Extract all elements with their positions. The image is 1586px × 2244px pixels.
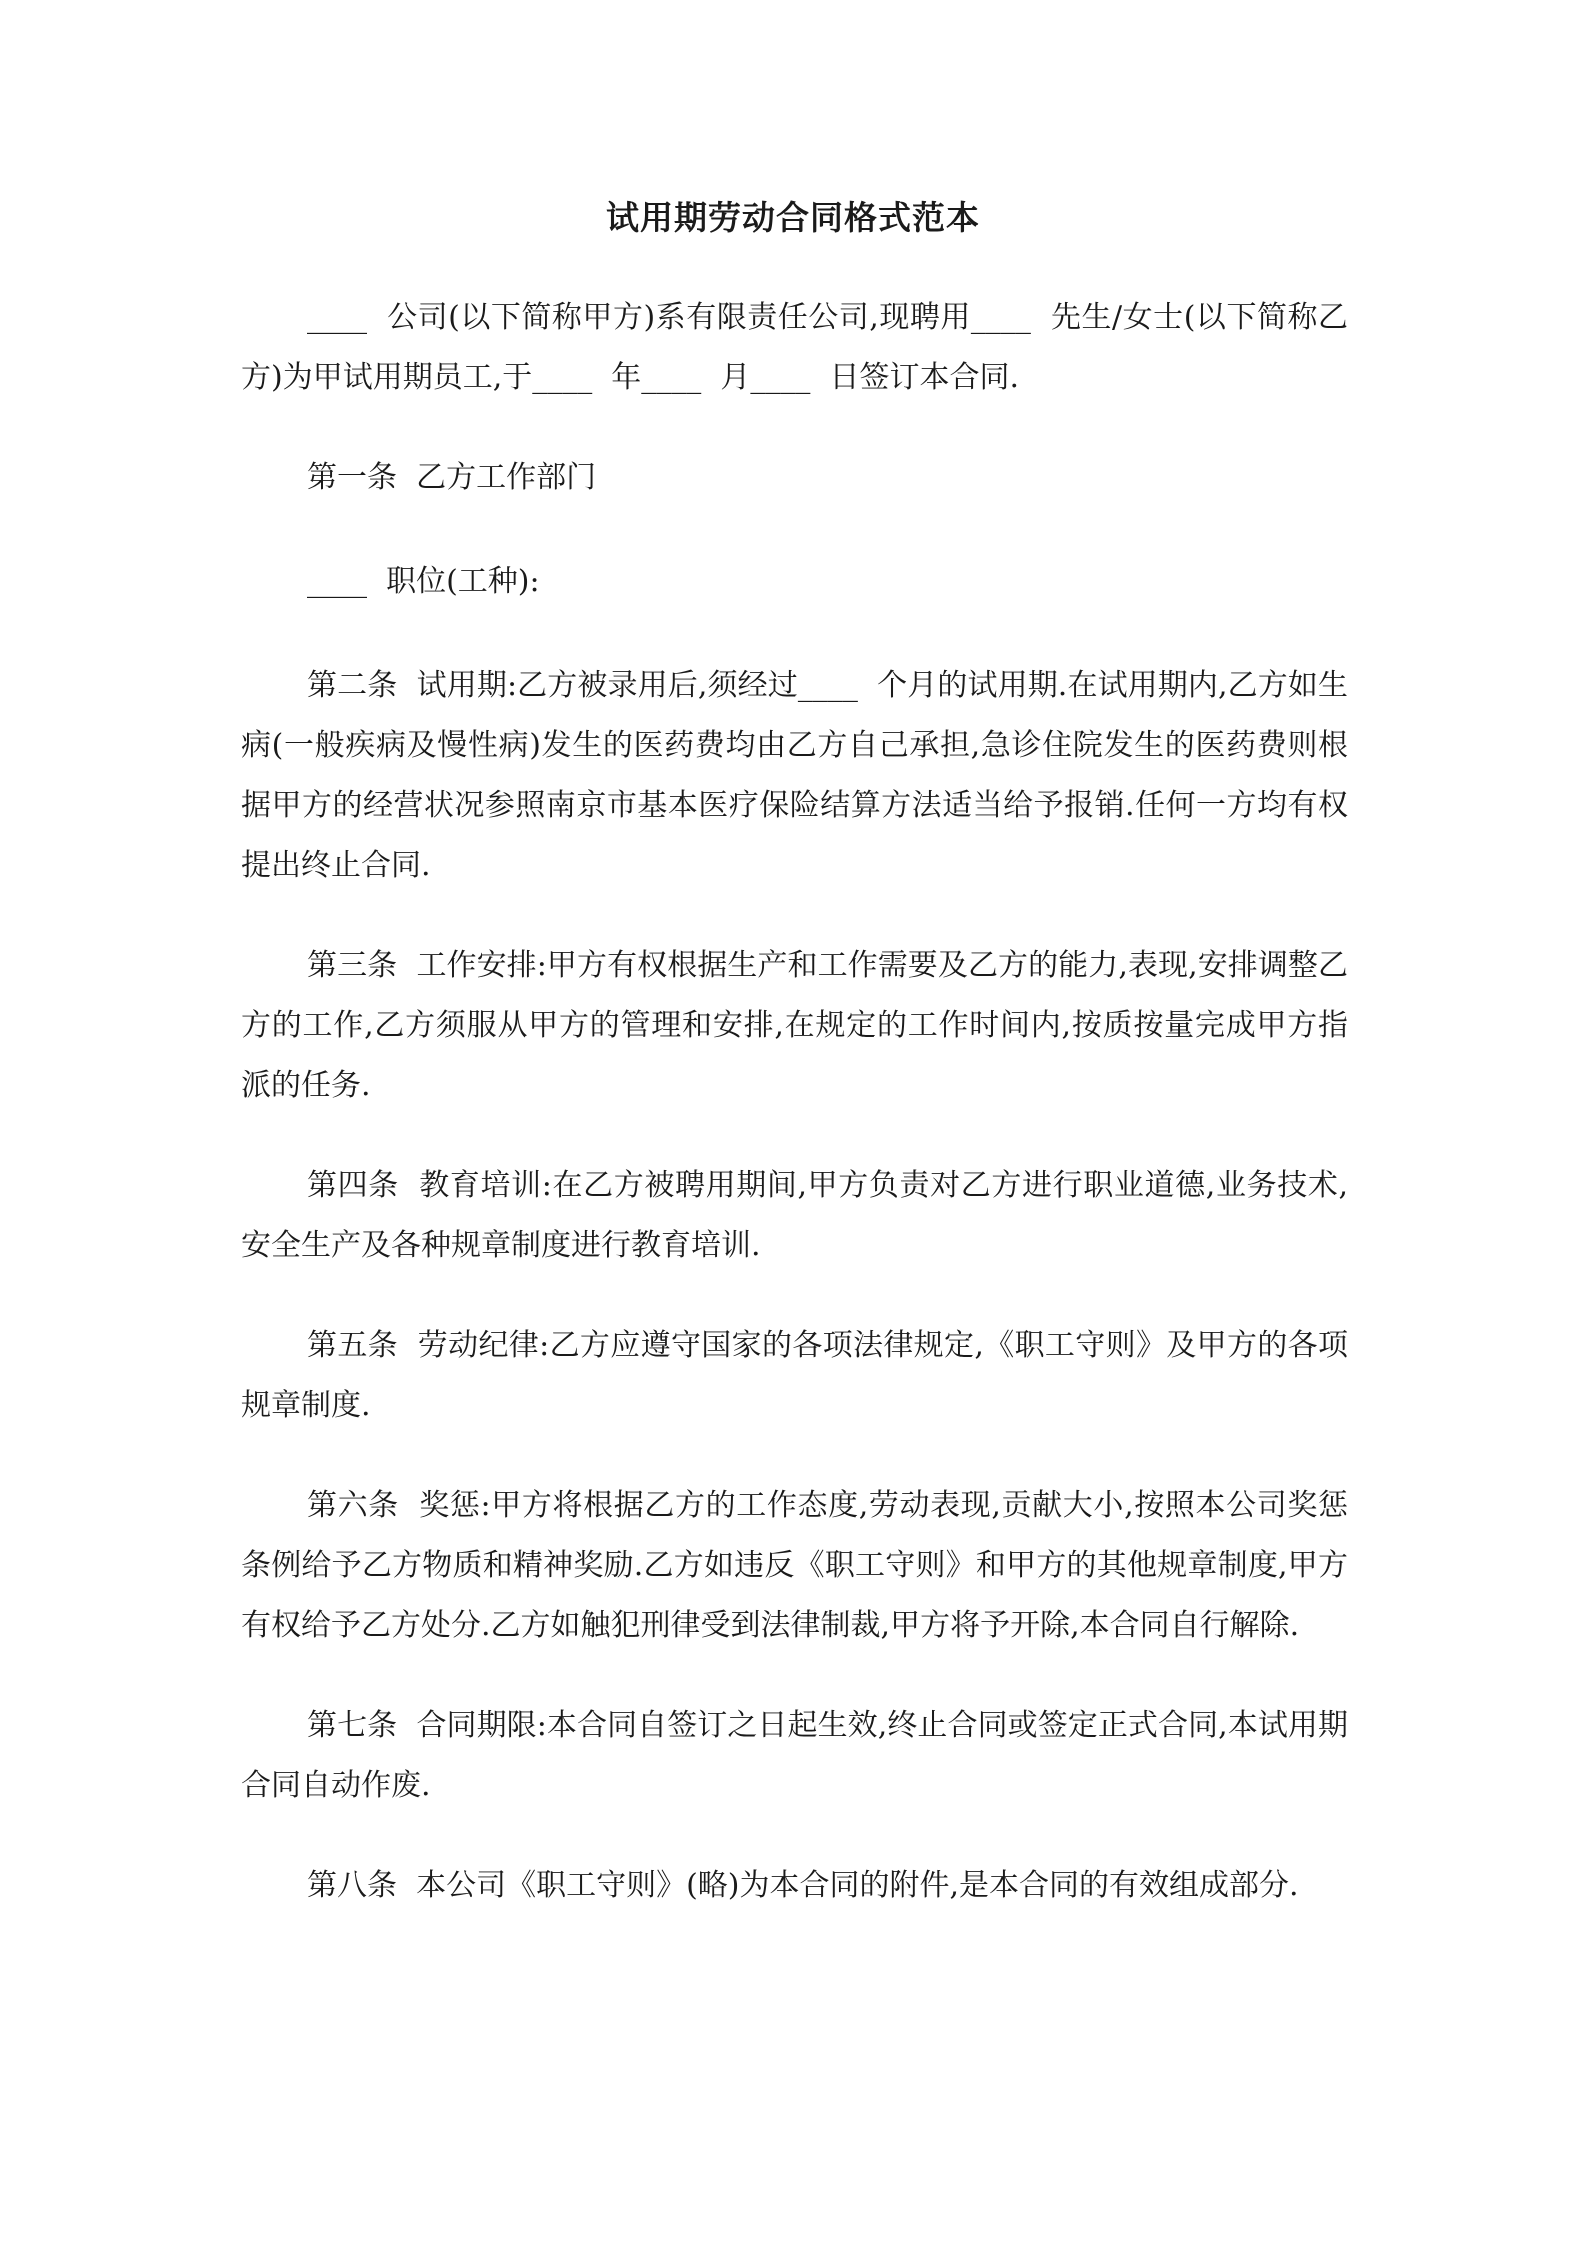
article-4-paragraph: 第四条 教育培训:在乙方被聘用期间,甲方负责对乙方进行职业道德,业务技术,安全生产及各种规章制度进行教育培训.: [241, 1168, 1348, 1263]
article-5-paragraph: 第五条 劳动纪律:乙方应遵守国家的各项法律规定,《职工守则》及甲方的各项规章制度.: [241, 1328, 1348, 1423]
position-line: ____ 职位(工种):: [307, 564, 540, 599]
article-8-paragraph: 第八条 本公司《职工守则》(略)为本合同的附件,是本合同的有效组成部分.: [307, 1868, 1299, 1903]
article-6-paragraph: 第六条 奖惩:甲方将根据乙方的工作态度,劳动表现,贡献大小,按照本公司奖惩条例给予乙方物质和精神奖励.乙方如违反《职工守则》和甲方的其他规章制度,甲方有权给予乙方处分.乙方如触犯刑律受到法律制裁,甲方将予开除,本合同自行解除.: [241, 1488, 1348, 1643]
article-7-paragraph: 第七条 合同期限:本合同自签订之日起生效,终止合同或签定正式合同,本试用期合同自动作废.: [241, 1708, 1348, 1803]
article-1-heading: 第一条 乙方工作部门: [307, 460, 597, 495]
document-title: 试用期劳动合同格式范本: [606, 198, 980, 237]
document-body: [241, 288, 1348, 1956]
article-3-paragraph: 第三条 工作安排:甲方有权根据生产和工作需要及乙方的能力,表现,安排调整乙方的工作,乙方须服从甲方的管理和安排,在规定的工作时间内,按质按量完成甲方指派的任务.: [241, 948, 1348, 1103]
intro-paragraph: ____ 公司(以下简称甲方)系有限责任公司,现聘用____ 先生/女士(以下简称乙方)为甲试用期员工,于____ 年____ 月____ 日签订本合同.: [241, 300, 1348, 395]
article-2-paragraph: 第二条 试用期:乙方被录用后,须经过____ 个月的试用期.在试用期内,乙方如生病(一般疾病及慢性病)发生的医药费均由乙方自己承担,急诊住院发生的医药费则根据甲方的经营状况参照南京市基本医疗保险结算方法适当给予报销.任何一方均有权提出终止合同.: [241, 668, 1348, 883]
